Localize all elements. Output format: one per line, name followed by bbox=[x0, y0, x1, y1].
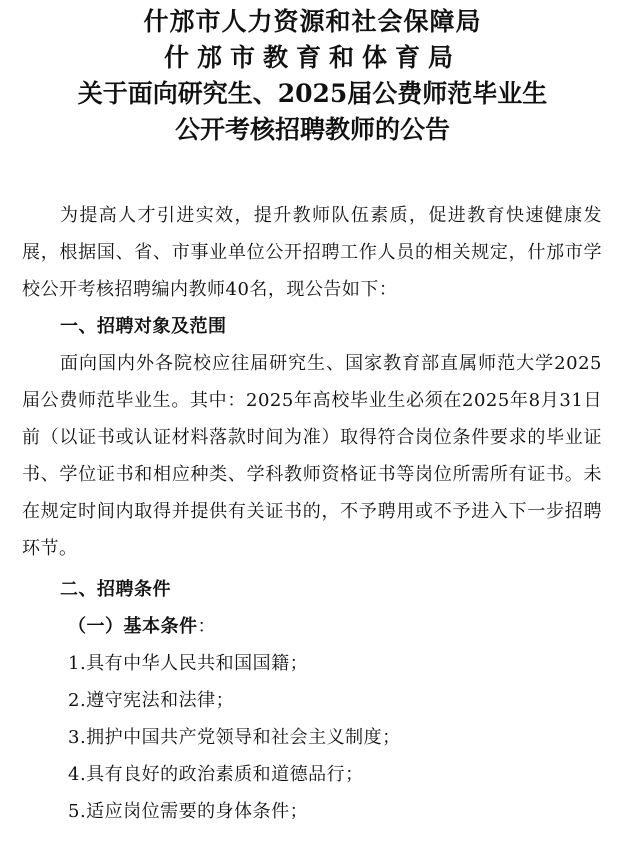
document-body bbox=[22, 197, 602, 830]
condition-item: 5.适应岗位需要的身体条件； bbox=[68, 801, 309, 822]
basic-conditions-heading bbox=[22, 608, 602, 645]
document-title bbox=[0, 4, 625, 148]
condition-item: 1.具有中华人民共和国国籍； bbox=[68, 653, 309, 674]
basic-conditions-colon: ： bbox=[197, 616, 216, 637]
title-line-subject-1: 关于面向研究生、2025届公费师范毕业生 bbox=[77, 79, 548, 108]
title-line-subject-2: 公开考核招聘教师的公告 bbox=[174, 115, 450, 144]
section-2-heading: 二、招聘条件 bbox=[60, 579, 171, 600]
section-1-paragraph: 面向国内外各院校应往届研究生、国家教育部直属师范大学2025届公费师范毕业生。其中：2025年高校毕业生必须在2025年8月31日前（以证书或认证材料落款时间为准）取得符合岗位条件要求的毕业证书、学位证书和相应种类、学科教师资格证书等岗位所需所有证书。未在规定时间内取得并提供有关证书的，不予聘用或不予进入下一步招聘环节。 bbox=[22, 353, 602, 559]
condition-item: 2.遵守宪法和法律； bbox=[68, 690, 235, 711]
title-line-issuer-1: 什邡市人力资源和社会保障局 bbox=[143, 7, 482, 36]
intro-paragraph: 为提高人才引进实效，提升教师队伍素质，促进教育快速健康发展，根据国、省、市事业单位公开招聘工作人员的相关规定，什邡市学校公开考核招聘编内教师40名，现公告如下： bbox=[22, 205, 602, 300]
basic-conditions-label: （一）基本条件 bbox=[68, 616, 198, 637]
condition-item: 3.拥护中国共产党领导和社会主义制度； bbox=[68, 727, 401, 748]
condition-item: 4.具有良好的政治素质和道德品行； bbox=[68, 764, 364, 785]
title-line-issuer-2: 什邡市教育和体育局 bbox=[163, 43, 461, 72]
section-1-heading: 一、招聘对象及范围 bbox=[60, 316, 227, 337]
